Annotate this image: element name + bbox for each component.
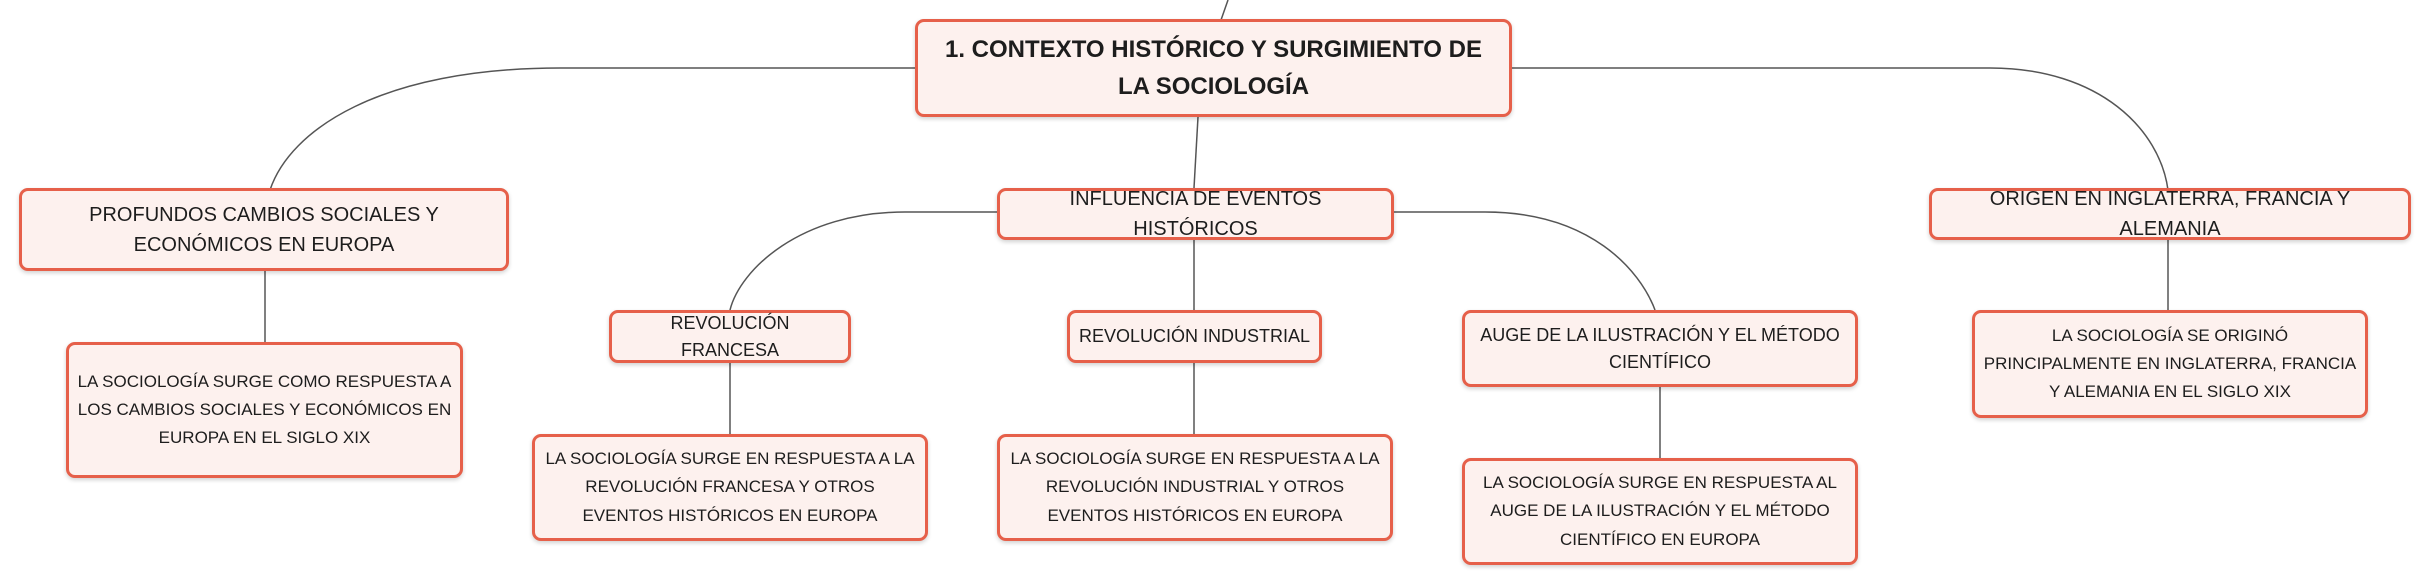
subtopic-label: LA SOCIOLOGÍA SE ORIGINÓ PRINCIPALMENTE EN INGLATERRA, FRANCIA Y ALEMANIA EN EL SIGLO XIX: [1983, 325, 2357, 402]
topic-auge-ilustracion[interactable]: [1462, 310, 1858, 387]
topic-origen-paises[interactable]: [1929, 188, 2411, 240]
topic-label: ORIGEN EN INGLATERRA, FRANCIA Y ALEMANIA: [1989, 188, 2351, 240]
subtopic-label: LA SOCIOLOGÍA SURGE EN RESPUESTA A LA REVOLUCIÓN INDUSTRIAL Y OTROS EVENTOS HISTÓRICOS EN EUROPA: [1010, 449, 1380, 525]
connector-parent-root: [1221, 0, 1228, 20]
subtopic-label: LA SOCIOLOGÍA SURGE EN RESPUESTA AL AUGE DE LA ILUSTRACIÓN Y EL MÉTODO CIENTÍFICO EN EUROPA: [1483, 473, 1837, 549]
subtopic-cambios-respuesta[interactable]: [66, 342, 463, 478]
topic-cambios-sociales[interactable]: [19, 188, 509, 271]
subtopic-origen-respuesta[interactable]: [1972, 310, 2368, 418]
topic-influencia-eventos[interactable]: [997, 188, 1394, 240]
topic-label: REVOLUCIÓN INDUSTRIAL: [1078, 326, 1311, 346]
subtopic-industrial-respuesta[interactable]: [997, 434, 1393, 541]
subtopic-francesa-respuesta[interactable]: [532, 434, 928, 541]
root-topic-label: 1. CONTEXTO HISTÓRICO Y SURGIMIENTO DE LA SOCIOLOGÍA: [945, 35, 1482, 100]
root-topic[interactable]: [915, 19, 1512, 117]
topic-label: PROFUNDOS CAMBIOS SOCIALES Y ECONÓMICOS EN EUROPA: [89, 203, 439, 256]
connector-root-cambios: [270, 68, 915, 190]
topic-label: REVOLUCIÓN FRANCESA: [670, 312, 790, 360]
connector-root-influencia: [1194, 117, 1198, 188]
connector-influencia-ilustracion: [1390, 212, 1655, 310]
topic-label: INFLUENCIA DE EVENTOS HISTÓRICOS: [1069, 188, 1322, 240]
subtopic-label: LA SOCIOLOGÍA SURGE EN RESPUESTA A LA REVOLUCIÓN FRANCESA Y OTROS EVENTOS HISTÓRICOS EN EUROPA: [545, 449, 915, 525]
topic-label: AUGE DE LA ILUSTRACIÓN Y EL MÉTODO CIENTÍFICO: [1480, 324, 1840, 372]
topic-revolucion-industrial[interactable]: [1067, 310, 1322, 363]
subtopic-label: LA SOCIOLOGÍA SURGE COMO RESPUESTA A LOS CAMBIOS SOCIALES Y ECONÓMICOS EN EUROPA EN EL SIGLO XIX: [77, 371, 452, 448]
subtopic-ilustracion-respuesta[interactable]: [1462, 458, 1858, 565]
connector-influencia-francesa: [730, 212, 997, 310]
topic-revolucion-francesa[interactable]: [609, 310, 851, 363]
connector-root-origen: [1512, 68, 2168, 190]
